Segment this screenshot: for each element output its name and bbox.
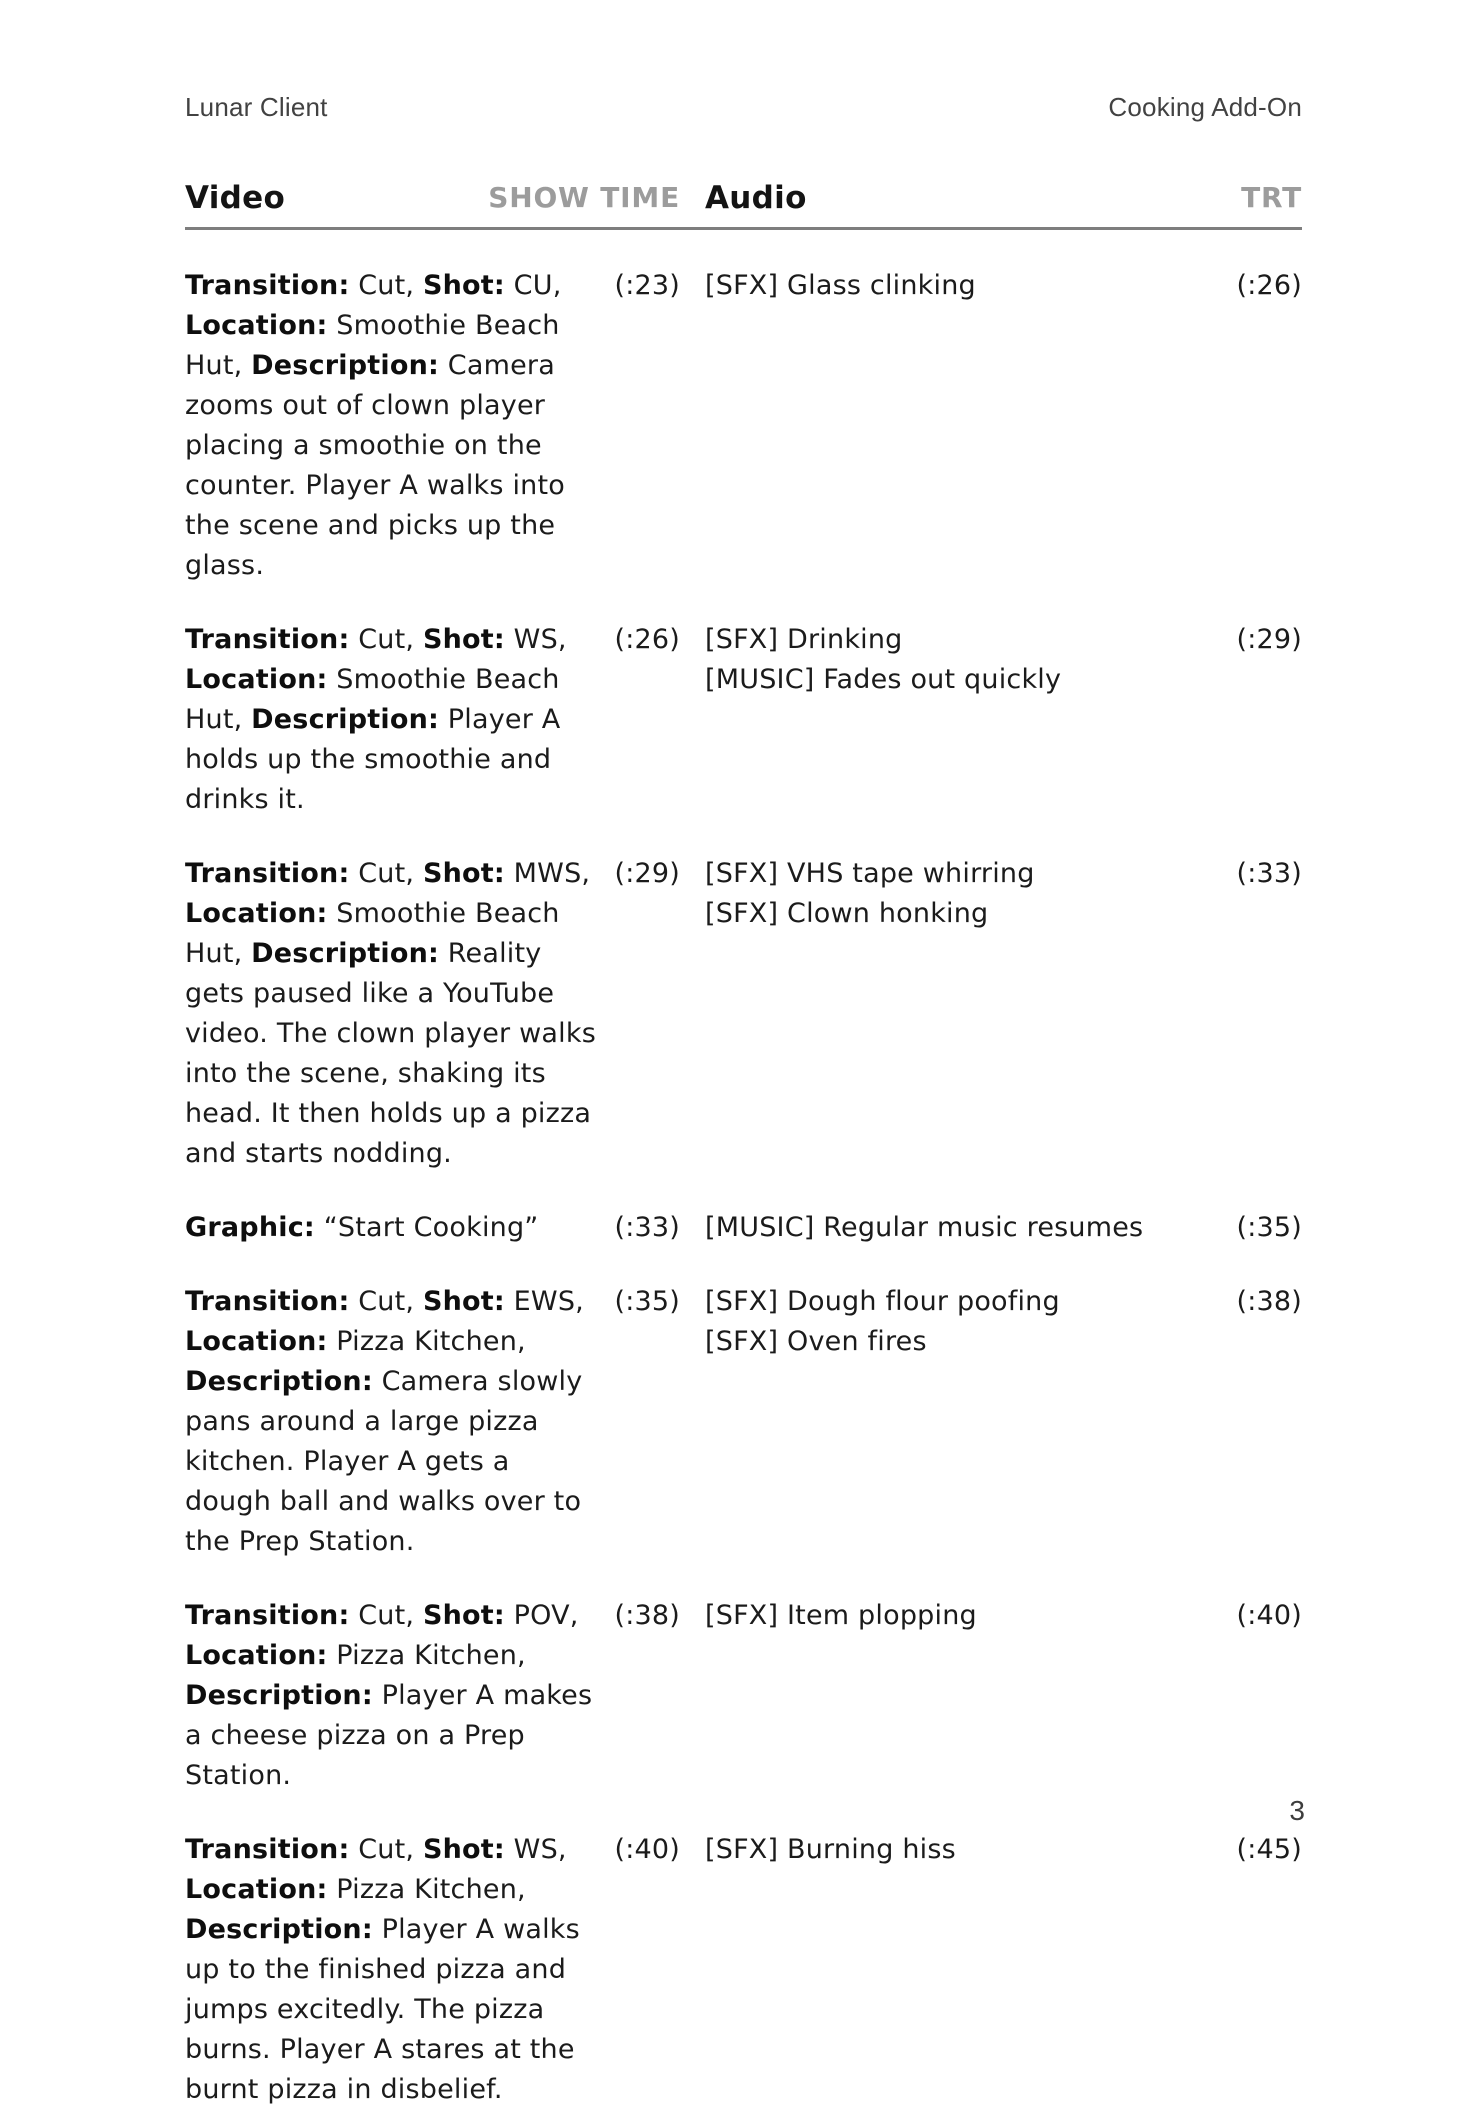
- header-project-name: Cooking Add-On: [1108, 92, 1302, 122]
- video-field-label: Transition:: [185, 270, 350, 301]
- video-field-text: Camera zooms out of clown player placing a smoothie on the counter. Player A walks into the scene and picks up the glass.: [185, 350, 565, 581]
- trt-cell: (:45): [1236, 1834, 1302, 1865]
- video-field-label: Description:: [185, 1366, 373, 1397]
- show-time-cell: (:38): [614, 1600, 680, 1631]
- video-field-text: POV,: [504, 1600, 579, 1631]
- table-row: [185, 266, 1302, 586]
- video-field-text: Cut,: [349, 1834, 423, 1865]
- video-field-text: WS,: [504, 624, 567, 655]
- video-field-label: Description:: [251, 350, 439, 381]
- video-cell: [185, 1596, 605, 1796]
- video-field-text: WS,: [504, 1834, 567, 1865]
- table-row: [185, 1282, 1302, 1562]
- audio-line: [SFX] Oven fires: [705, 1326, 927, 1357]
- video-field-label: Description:: [251, 938, 439, 969]
- video-field-label: Location:: [185, 1326, 328, 1357]
- video-field-text: “Start Cooking”: [314, 1212, 539, 1243]
- video-field-text: Smoothie Beach Hut,: [185, 664, 560, 735]
- audio-line: [SFX] Dough flour poofing: [705, 1286, 1060, 1317]
- table-row: [185, 854, 1302, 1174]
- running-header: [185, 90, 1302, 124]
- video-cell: [185, 1830, 605, 2110]
- header-client-name: Lunar Client: [185, 92, 328, 122]
- audio-line: [SFX] Glass clinking: [705, 270, 976, 301]
- video-field-text: Pizza Kitchen,: [327, 1874, 526, 1905]
- video-field-label: Transition:: [185, 1834, 350, 1865]
- video-field-label: Location:: [185, 1640, 328, 1671]
- audio-cell: [680, 1596, 1207, 1796]
- column-header-video: Video: [185, 180, 286, 216]
- table-header-row: [185, 181, 1302, 230]
- audio-cell: [680, 620, 1207, 820]
- video-field-text: Smoothie Beach Hut,: [185, 310, 560, 381]
- video-field-label: Shot:: [422, 1834, 505, 1865]
- video-field-text: Smoothie Beach Hut,: [185, 898, 560, 969]
- video-field-text: Camera slowly pans around a large pizza kitchen. Player A gets a dough ball and walks over to the Prep Station.: [185, 1366, 583, 1557]
- video-field-text: Cut,: [349, 270, 423, 301]
- audio-cell: [680, 854, 1207, 1174]
- video-field-label: Transition:: [185, 1286, 350, 1317]
- column-header-trt: TRT: [1241, 181, 1302, 214]
- column-header-show-time: SHOW TIME: [488, 181, 680, 214]
- video-field-text: EWS,: [504, 1286, 584, 1317]
- script-table-body: [185, 266, 1302, 2110]
- video-field-label: Shot:: [422, 1600, 505, 1631]
- video-field-text: Reality gets paused like a YouTube video. The clown player walks into the scene, shaking its head. It then holds up a pizza and starts nodding.: [185, 938, 596, 1169]
- video-cell: [185, 1282, 605, 1562]
- show-time-cell: (:26): [614, 624, 680, 655]
- video-field-text: Player A walks up to the finished pizza and jumps excitedly. The pizza burns. Player A stares at the burnt pizza in disbelief.: [185, 1914, 580, 2105]
- audio-line: [MUSIC] Fades out quickly: [705, 664, 1062, 695]
- video-field-text: Cut,: [349, 858, 423, 889]
- video-field-label: Shot:: [422, 624, 505, 655]
- audio-line: [SFX] Burning hiss: [705, 1834, 956, 1865]
- video-field-label: Shot:: [422, 858, 505, 889]
- show-time-cell: (:40): [614, 1834, 680, 1865]
- video-field-label: Description:: [185, 1680, 373, 1711]
- audio-line: [SFX] Drinking: [705, 624, 903, 655]
- audio-line: [SFX] Clown honking: [705, 898, 989, 929]
- column-header-audio: Audio: [705, 180, 807, 216]
- audio-line: [SFX] Item plopping: [705, 1600, 977, 1631]
- video-field-label: Transition:: [185, 1600, 350, 1631]
- video-field-label: Transition:: [185, 858, 350, 889]
- show-time-cell: (:29): [614, 858, 680, 889]
- video-field-text: Cut,: [349, 1600, 423, 1631]
- video-field-text: Player A holds up the smoothie and drinks it.: [185, 704, 561, 815]
- video-cell: [185, 1208, 605, 1248]
- show-time-cell: (:23): [614, 270, 680, 301]
- table-row: [185, 620, 1302, 820]
- video-field-text: Pizza Kitchen,: [327, 1640, 526, 1671]
- table-row: [185, 1830, 1302, 2110]
- video-field-text: Pizza Kitchen,: [327, 1326, 526, 1357]
- video-field-label: Transition:: [185, 624, 350, 655]
- video-field-label: Location:: [185, 310, 328, 341]
- audio-cell: [680, 1208, 1207, 1248]
- audio-line: [MUSIC] Regular music resumes: [705, 1212, 1144, 1243]
- video-cell: [185, 266, 605, 586]
- trt-cell: (:40): [1236, 1600, 1302, 1631]
- video-field-text: Cut,: [349, 624, 423, 655]
- video-field-label: Shot:: [422, 270, 505, 301]
- trt-cell: (:35): [1236, 1212, 1302, 1243]
- video-field-text: Player A makes a cheese pizza on a Prep Station.: [185, 1680, 593, 1791]
- video-cell: [185, 854, 605, 1174]
- audio-cell: [680, 266, 1207, 586]
- video-field-text: Cut,: [349, 1286, 423, 1317]
- audio-line: [SFX] VHS tape whirring: [705, 858, 1035, 889]
- trt-cell: (:33): [1236, 858, 1302, 889]
- trt-cell: (:26): [1236, 270, 1302, 301]
- show-time-cell: (:35): [614, 1286, 680, 1317]
- video-field-label: Graphic:: [185, 1212, 315, 1243]
- video-field-label: Location:: [185, 664, 328, 695]
- trt-cell: (:38): [1236, 1286, 1302, 1317]
- video-field-label: Description:: [251, 704, 439, 735]
- video-field-label: Location:: [185, 1874, 328, 1905]
- video-field-text: CU,: [504, 270, 562, 301]
- table-row: [185, 1596, 1302, 1796]
- audio-cell: [680, 1830, 1207, 2110]
- trt-cell: (:29): [1236, 624, 1302, 655]
- audio-cell: [680, 1282, 1207, 1562]
- video-field-label: Description:: [185, 1914, 373, 1945]
- video-field-label: Location:: [185, 898, 328, 929]
- table-row: [185, 1208, 1302, 1248]
- show-time-cell: (:33): [614, 1212, 680, 1243]
- video-cell: [185, 620, 605, 820]
- video-field-label: Shot:: [422, 1286, 505, 1317]
- video-field-text: MWS,: [504, 858, 591, 889]
- page-number: 3: [1289, 1795, 1305, 1826]
